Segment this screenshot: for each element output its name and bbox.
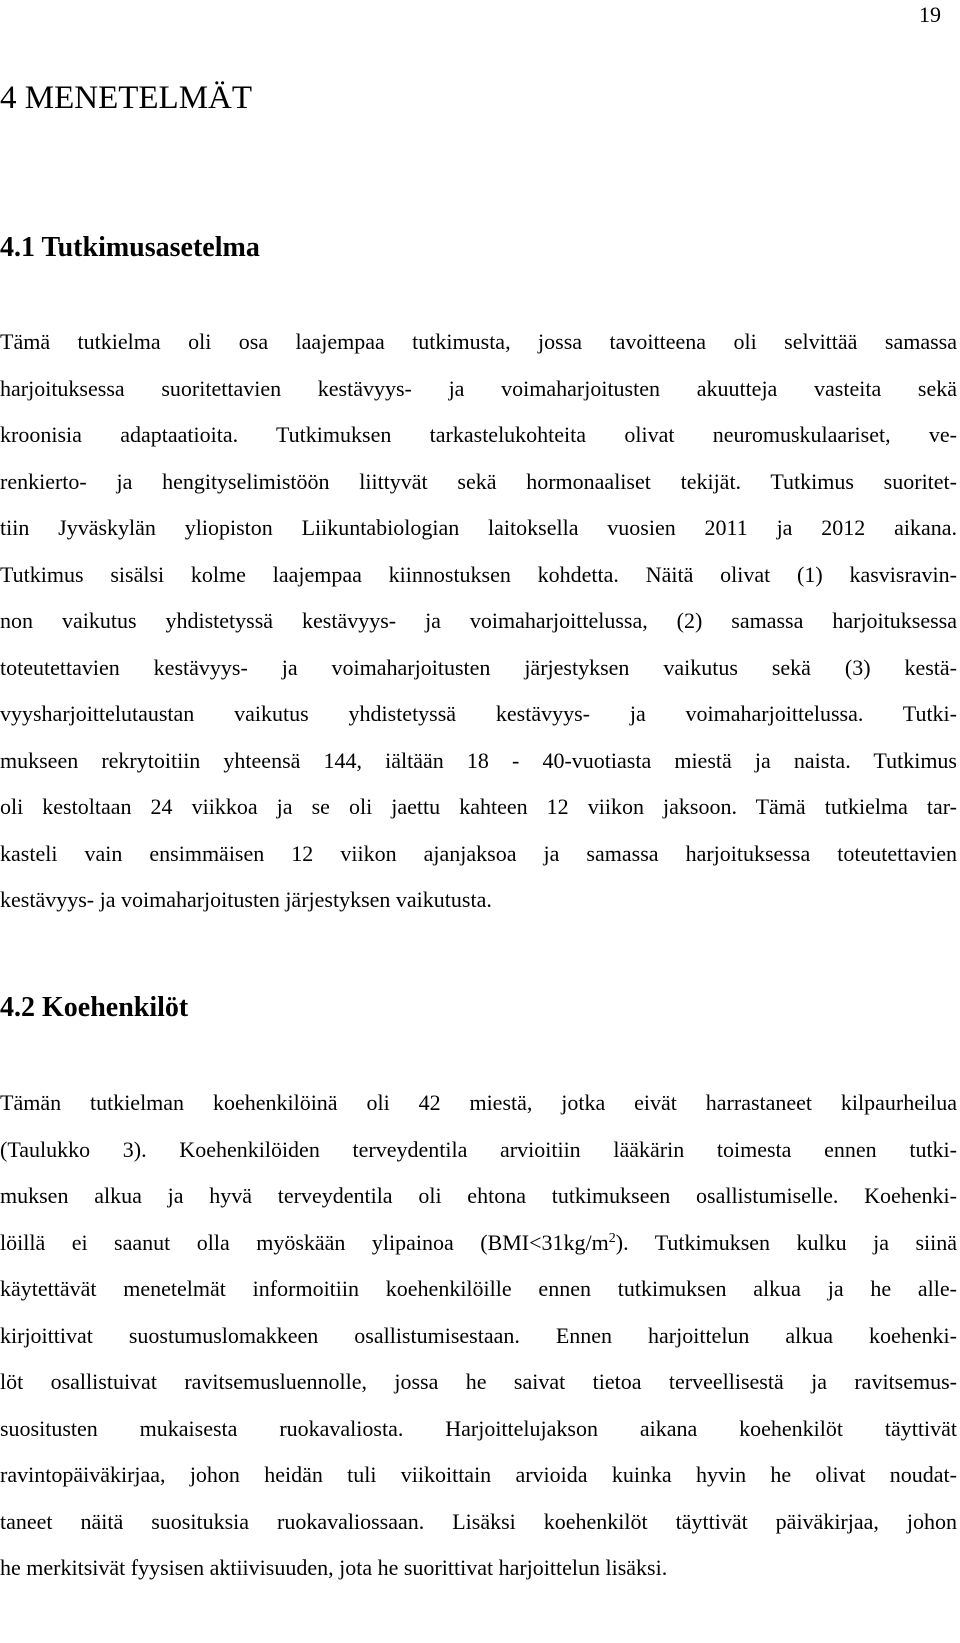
text-line: tiin Jyväskylän yliopiston Liikuntabiologian laitoksella vuosien 2011 ja 2012 aikana. xyxy=(0,515,957,540)
paragraph-koehenkilot xyxy=(0,1080,957,1592)
text-line: vyysharjoittelutaustan vaikutus yhdistetyssä kestävyys- ja voimaharjoittelussa. Tutki- xyxy=(0,701,957,726)
text-line: harjoituksessa suoritettavien kestävyys- ja voimaharjoitusten akuutteja vasteita sekä xyxy=(0,375,957,401)
text-line: he merkitsivät fyysisen aktiivisuuden, jota he suorittivat harjoittelun lisäksi. xyxy=(0,1555,668,1580)
text-line: kroonisia adaptaatioita. Tutkimuksen tarkastelukohteita olivat neuromuskulaariset, ve- xyxy=(0,422,957,447)
text-segment: ). Tutkimuksen kulku ja siinä xyxy=(615,1229,958,1255)
text-line: Tämän tutkielman koehenkilöinä oli 42 miestä, jotka eivät harrastaneet kilpaurheilua xyxy=(0,1090,957,1115)
text-line: (Taulukko 3). Koehenkilöiden terveydentila arvioitiin lääkärin toimesta ennen tutki- xyxy=(0,1136,957,1162)
text-line: toteutettavien kestävyys- ja voimaharjoitusten järjestyksen vaikutus sekä (3) kestä- xyxy=(0,654,957,680)
text-line: muksen alkua ja hyvä terveydentila oli ehtona tutkimukseen osallistumiselle. Koehenki- xyxy=(0,1183,957,1208)
chapter-title: 4 MENETELMÄT xyxy=(0,80,253,116)
text-line: kestävyys- ja voimaharjoitusten järjestyksen vaikutusta. xyxy=(0,887,492,912)
superscript: 2 xyxy=(608,1230,616,1246)
text-line: taneet näitä suosituksia ruokavaliossaan. Lisäksi koehenkilöt täyttivät päiväkirjaa, johon xyxy=(0,1508,957,1534)
text-line: kasteli vain ensimmäisen 12 viikon ajanjaksoa ja samassa harjoituksessa toteutettavien xyxy=(0,840,957,866)
text-line: renkierto- ja hengityselimistöön liittyvät sekä hormonaaliset tekijät. Tutkimus suoritet- xyxy=(0,468,957,494)
text-line: käytettävät menetelmät informoitiin koehenkilöille ennen tutkimuksen alkua ja he alle- xyxy=(0,1276,957,1301)
text-line: kirjoittivat suostumuslomakkeen osallistumisestaan. Ennen harjoittelun alkua koehenki- xyxy=(0,1322,957,1348)
text-line: löt osallistuivat ravitsemusluennolle, jossa he saivat tietoa terveellisestä ja ravitsemus- xyxy=(0,1369,957,1394)
text-line: non vaikutus yhdistetyssä kestävyys- ja voimaharjoittelussa, (2) samassa harjoituksessa xyxy=(0,608,957,633)
page-number: 19 xyxy=(919,2,941,27)
paragraph-tutkimusasetelma xyxy=(0,319,957,924)
text-line: suositusten mukaisesta ruokavaliosta. Harjoittelujakson aikana koehenkilöt täyttivät xyxy=(0,1415,957,1441)
text-line: mukseen rekrytoitiin yhteensä 144, iältään 18 - 40-vuotiasta miestä ja naista. Tutkimus xyxy=(0,747,957,773)
text-segment: löillä ei saanut olla myöskään ylipainoa (BMI<31kg/m xyxy=(0,1229,609,1255)
text-line: oli kestoltaan 24 viikkoa ja se oli jaettu kahteen 12 viikon jaksoon. Tämä tutkielma tar- xyxy=(0,794,957,819)
section-title-koehenkilot: 4.2 Koehenkilöt xyxy=(0,992,189,1023)
text-line: ravintopäiväkirjaa, johon heidän tuli viikoittain arvioida kuinka hyvin he olivat noudat- xyxy=(0,1462,957,1487)
section-title-tutkimusasetelma: 4.1 Tutkimusasetelma xyxy=(0,232,260,263)
text-line: Tämä tutkielma oli osa laajempaa tutkimusta, jossa tavoitteena oli selvittää samassa xyxy=(0,329,957,354)
text-line: Tutkimus sisälsi kolme laajempaa kiinnostuksen kohdetta. Näitä olivat (1) kasvisravin- xyxy=(0,561,957,587)
text-line-bmi xyxy=(0,1220,957,1267)
